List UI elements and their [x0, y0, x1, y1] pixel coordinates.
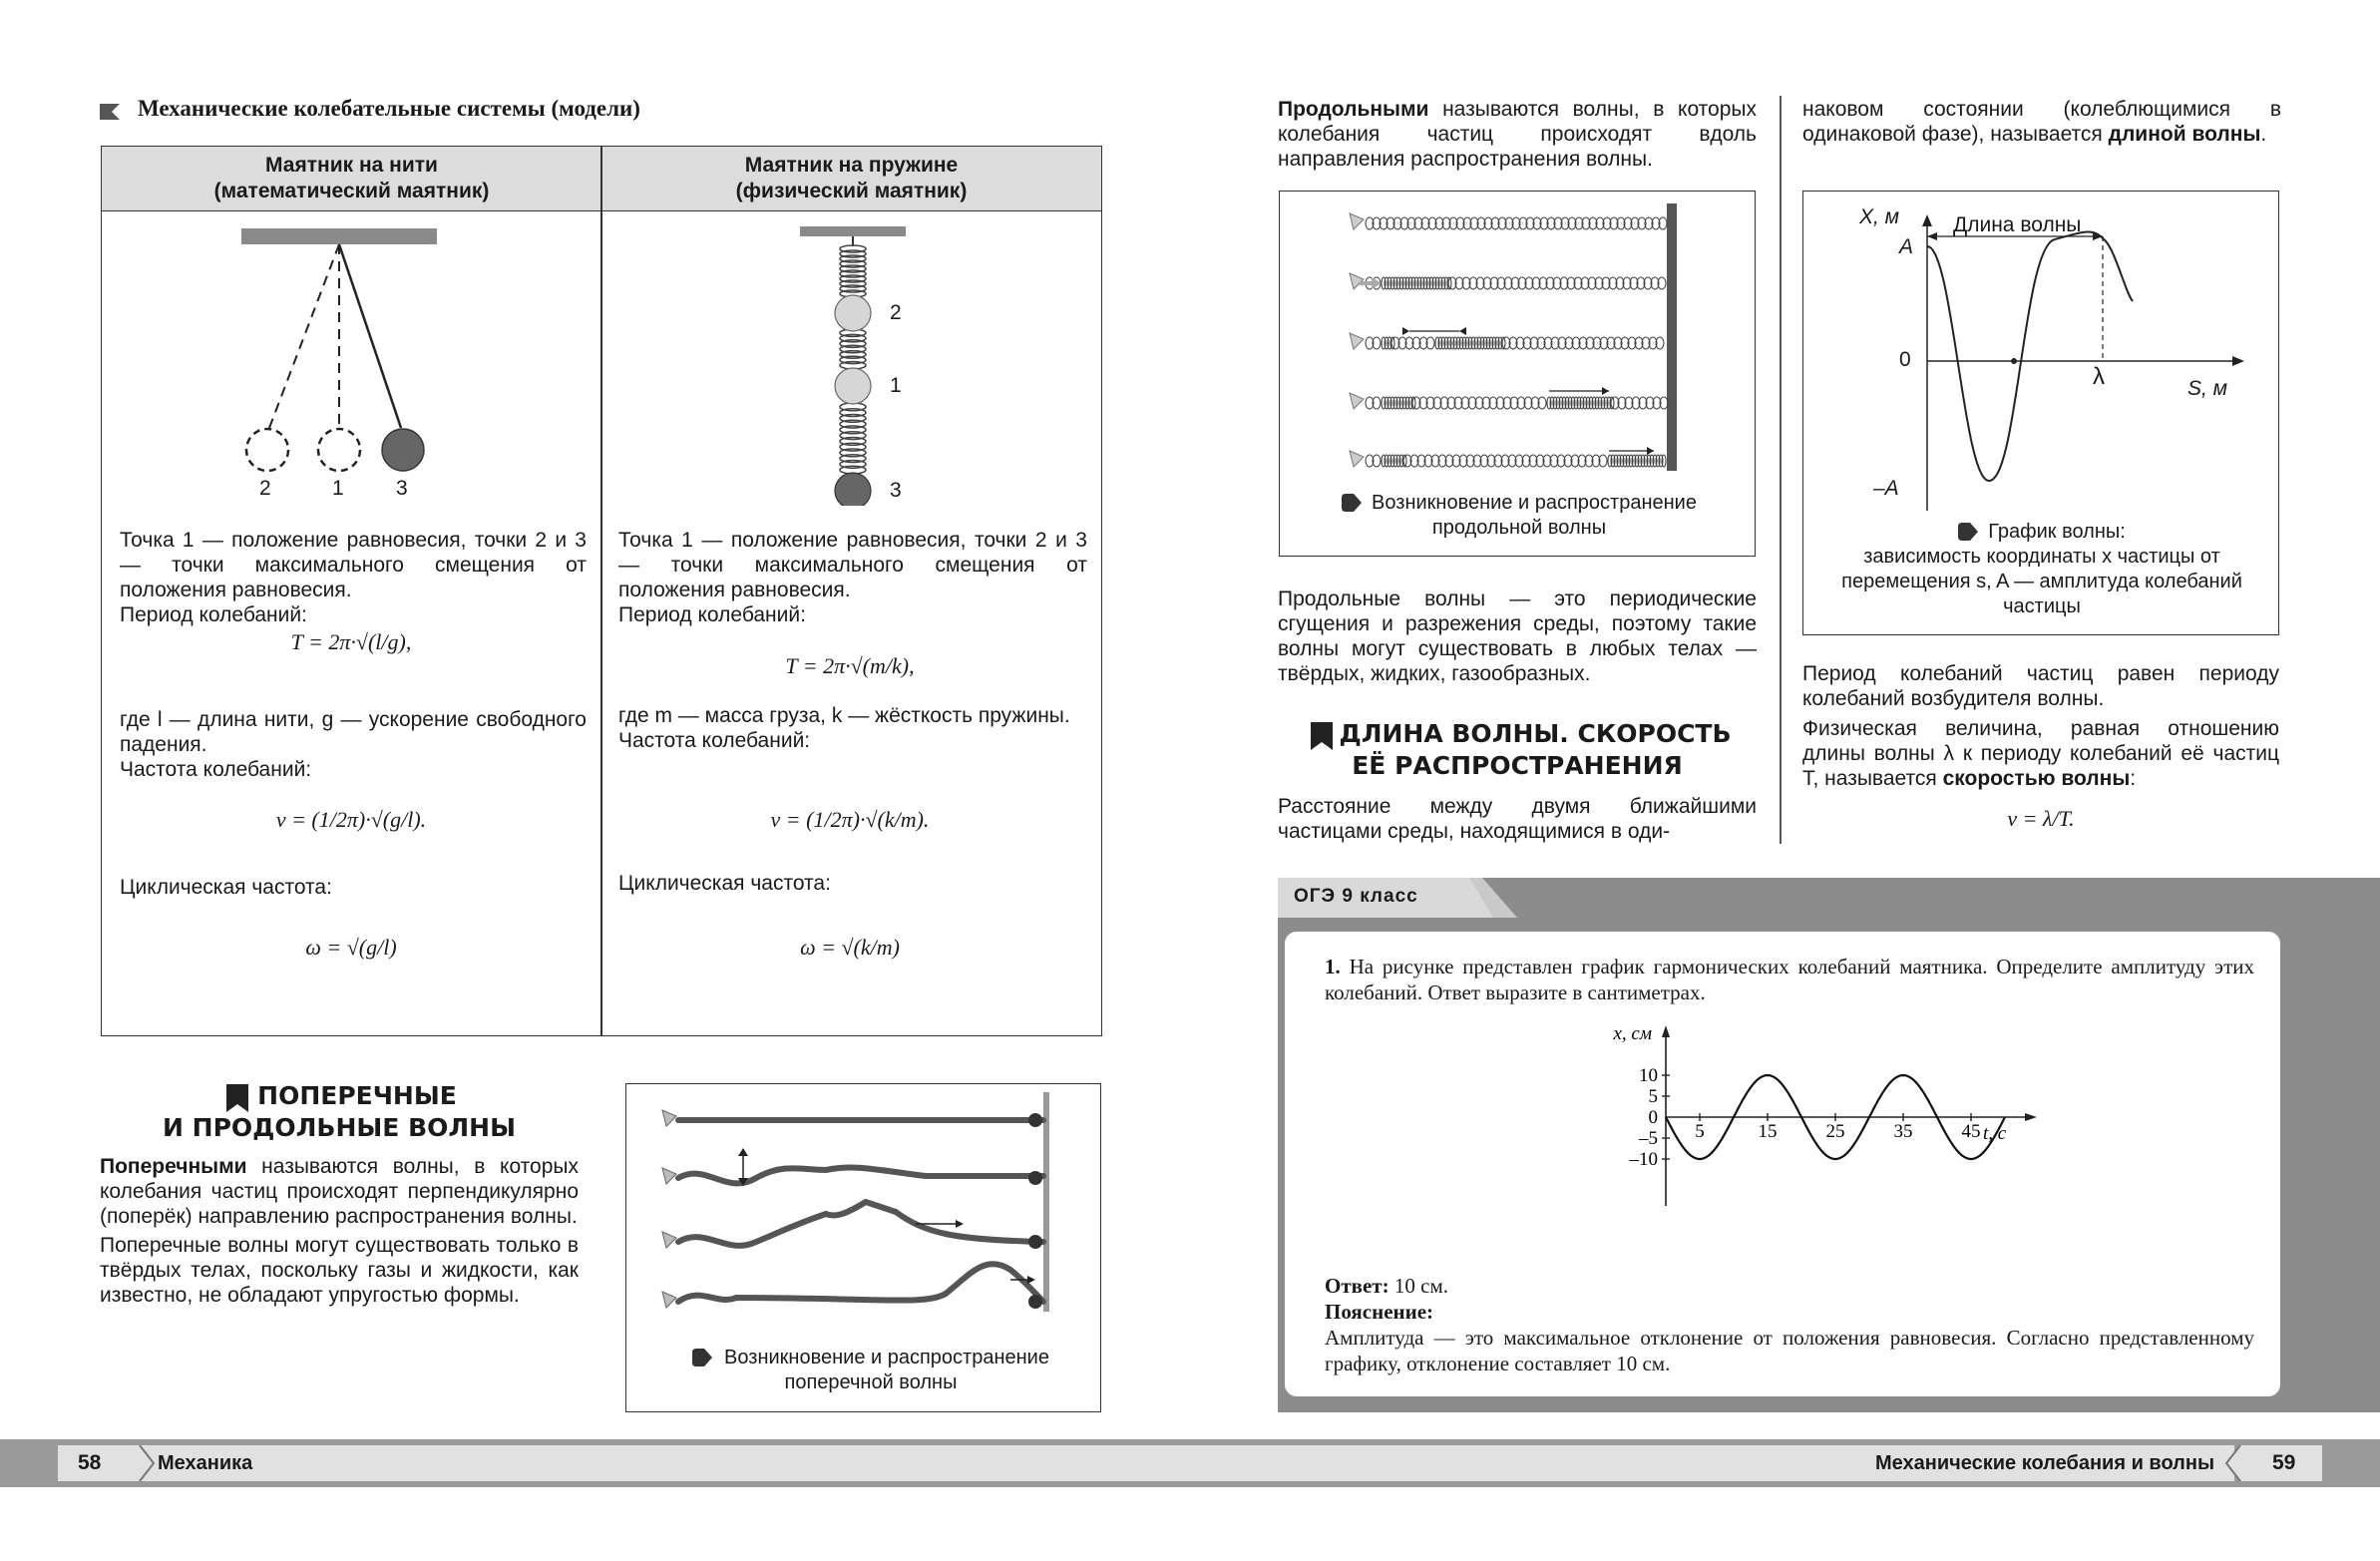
- label-3: 3: [396, 477, 408, 500]
- col1-freq-label: Частота колебаний:: [120, 758, 312, 781]
- label-1: 1: [332, 477, 344, 500]
- oscillation-chart: [1604, 1021, 2043, 1221]
- spring-pendulum-figure: [740, 226, 940, 506]
- wave-graph: [1803, 192, 2280, 521]
- col1-text-2: [120, 707, 587, 782]
- explanation-label: Пояснение:: [1325, 1300, 1434, 1324]
- bob-position-2: [246, 429, 288, 471]
- x-tick-label: 25: [1825, 1121, 1845, 1142]
- right-page-number: 59: [2272, 1451, 2296, 1474]
- x-axis-arrow: [2025, 1113, 2037, 1121]
- bookmark-icon: [1311, 722, 1333, 750]
- graph-A-label: A: [1899, 235, 1914, 258]
- graph-x-label: S, м: [2187, 377, 2228, 400]
- longitudinal-caption: Возникновение и распространение продольной волны: [1290, 491, 1749, 541]
- graph-top-label: Длина волны: [1953, 213, 2082, 236]
- transverse-p2: Поперечные волны могут существовать только в твёрдых телах, поскольку газы и жидкости, как известно, не обладают упругостью формы.: [100, 1234, 579, 1307]
- longitudinal-p2: Продольные волны — это периодические сгущения и разрежения среды, поэтому такие волны могут существовать в любых телах — твёрдых, жидких, газообразных.: [1278, 587, 1757, 685]
- graph-lambda-label: λ: [2093, 363, 2105, 390]
- col2-period-label: Период колебаний:: [618, 603, 806, 626]
- col2-header: Маятник на пружине (физический маятник): [735, 154, 968, 202]
- y-tick-label: 0: [1648, 1107, 1658, 1128]
- wavelength-heading-line1: ДЛИНА ВОЛНЫ. СКОРОСТЬ: [1339, 719, 1732, 748]
- col1-freq-formula: ν = (1/2π)·√(g/l).: [275, 807, 427, 832]
- x-tick-label: 5: [1695, 1121, 1705, 1142]
- col1-period-label: Период колебаний:: [120, 603, 307, 626]
- spring-label-3: 3: [890, 479, 902, 502]
- col2-cyc-label: Циклическая частота:: [618, 872, 831, 895]
- col1-cyc-formula: ω = √(g/l): [305, 935, 397, 960]
- longitudinal-wave-drawing: [1280, 192, 1757, 481]
- spring-bob-position-2: [835, 295, 871, 331]
- x-axis-label: t, c: [1983, 1123, 2007, 1144]
- longitudinal-definition: Продольными называются волны, в которых колебания частиц происходят вдоль направления распространения волны.: [1278, 98, 1757, 171]
- col1-cyc-label: Циклическая частота:: [120, 876, 332, 899]
- y-axis-label: x, см: [1613, 1023, 1652, 1044]
- y-tick-label: 10: [1639, 1065, 1658, 1086]
- wavelength-def-start: Расстояние между двумя ближайшими частицами среды, находящимися в оди-: [1278, 795, 1757, 843]
- footer-left-tab: [58, 1439, 158, 1487]
- y-tick-label: –5: [1639, 1128, 1658, 1149]
- transverse-caption: Возникновение и распространение поперечной волны: [656, 1346, 1085, 1395]
- col2-freq-label: Частота колебаний:: [618, 729, 811, 752]
- waves-heading-line2: И ПРОДОЛЬНЫЕ ВОЛНЫ: [163, 1113, 516, 1142]
- transverse-text: [100, 1154, 579, 1308]
- waves-heading: [100, 1080, 579, 1144]
- col1-where: где l — длина нити, g — ускорение свободного падения.: [120, 708, 587, 756]
- spring-label-2: 2: [890, 301, 902, 324]
- col2-equilibrium-text: Точка 1 — положение равновесия, точки 2 и 3 — точки максимального смещения от положения равновесия.: [618, 529, 1087, 601]
- question-text: 1. На рисунке представлен график гармонических колебаний маятника. Определите амплитуду этих колебаний. Ответ выразите в сантиметрах.: [1325, 955, 2254, 1004]
- col2-freq-formula: ν = (1/2π)·√(k/m).: [770, 807, 930, 832]
- spring-label-1: 1: [890, 374, 902, 397]
- axes: [1662, 1025, 2037, 1206]
- answer-line: Ответ: 10 см.: [1325, 1274, 1448, 1298]
- wave-graph-figure: [1802, 191, 2279, 635]
- col2-cyc-formula: ω = √(k/m): [800, 935, 900, 960]
- transverse-definition: Поперечными называются волны, в которых колебания частиц происходят перпендикулярно (поперёк) направлению распространения волны.: [100, 1155, 579, 1228]
- spring-bob-position-3: [835, 473, 871, 506]
- col2-where: где m — масса груза, k — жёсткость пружины.: [618, 704, 1070, 727]
- bookmark-arrow-icon: [100, 104, 120, 120]
- x-tick-label: 45: [1961, 1121, 1981, 1142]
- column-divider: [1780, 96, 1782, 844]
- bob-position-1: [318, 429, 360, 471]
- wave-graph-caption: График волны: зависимость координаты x частицы от перемещения s, A — амплитуда колебаний частицы: [1841, 521, 2242, 617]
- caption-marker-icon: [692, 1349, 712, 1366]
- speed-formula: v = λ/T.: [2007, 806, 2075, 831]
- oge-task-card: [1285, 932, 2280, 1396]
- transverse-wave-figure: [625, 1083, 1101, 1412]
- bob-position-3: [382, 429, 424, 471]
- section-title: [100, 96, 798, 126]
- col2-text: [618, 528, 1087, 627]
- graph-zero-label: 0: [1899, 348, 1911, 371]
- oge-tab-label: ОГЭ 9 класс: [1294, 886, 1418, 907]
- wavelength-def-cont: наковом состоянии (колеблющимися в одинаковой фазе), называется длиной волны.: [1802, 98, 2281, 146]
- col1-header: Маятник на нити (математический маятник): [213, 154, 490, 202]
- footer-right-title: Механические колебания и волны: [1875, 1452, 2215, 1474]
- caption-marker-icon: [1958, 523, 1978, 541]
- wavelength-heading: [1278, 718, 1757, 782]
- y-tick-label: 5: [1648, 1086, 1658, 1107]
- footer-left-title: Механика: [158, 1452, 253, 1474]
- speed-text: Физическая величина, равная отношению длины волны λ к периоду колебаний её частиц T, называется скоростью волны:: [1802, 717, 2279, 790]
- table-divider: [600, 147, 602, 1035]
- longitudinal-wave-figure: [1279, 191, 1756, 557]
- y-axis-arrow: [1662, 1025, 1670, 1037]
- spring-bob-position-1: [835, 368, 871, 404]
- graph-neg-A-label: –A: [1873, 477, 1899, 500]
- col1-text: [120, 528, 587, 627]
- graph-y-label: X, м: [1859, 205, 1900, 228]
- col2-period-formula: T = 2π·√(m/k),: [785, 653, 915, 678]
- period-text: Период колебаний частиц равен периоду колебаний возбудителя волны.: [1802, 662, 2279, 710]
- string-pendulum-bobs: [221, 228, 461, 500]
- col2-text-2: [618, 703, 1087, 753]
- explanation-text: Амплитуда — это максимальное отклонение от положения равновесия. Согласно представленному графику, отклонение составляет 10 см.: [1325, 1326, 2254, 1375]
- bookmark-icon: [226, 1084, 248, 1112]
- x-tick-label: 15: [1758, 1121, 1778, 1142]
- wavelength-heading-line2: ЕЁ РАСПРОСТРАНЕНИЯ: [1352, 751, 1683, 780]
- waves-heading-line1: ПОПЕРЕЧНЫЕ: [257, 1081, 457, 1110]
- col1-period-formula: T = 2π·√(l/g),: [290, 629, 412, 654]
- caption-marker-icon: [1342, 494, 1362, 512]
- transverse-wave-drawing: [626, 1084, 1102, 1334]
- section-title-text: Механические колебательные системы (модели): [138, 96, 640, 121]
- label-2: 2: [259, 477, 271, 500]
- x-tick-label: 35: [1893, 1121, 1913, 1142]
- col1-equilibrium-text: Точка 1 — положение равновесия, точки 2 и 3 — точки максимального смещения от положения равновесия.: [120, 529, 587, 601]
- left-page-number: 58: [78, 1451, 102, 1474]
- y-tick-label: –10: [1629, 1149, 1658, 1170]
- pendulum-table: [101, 146, 1102, 1036]
